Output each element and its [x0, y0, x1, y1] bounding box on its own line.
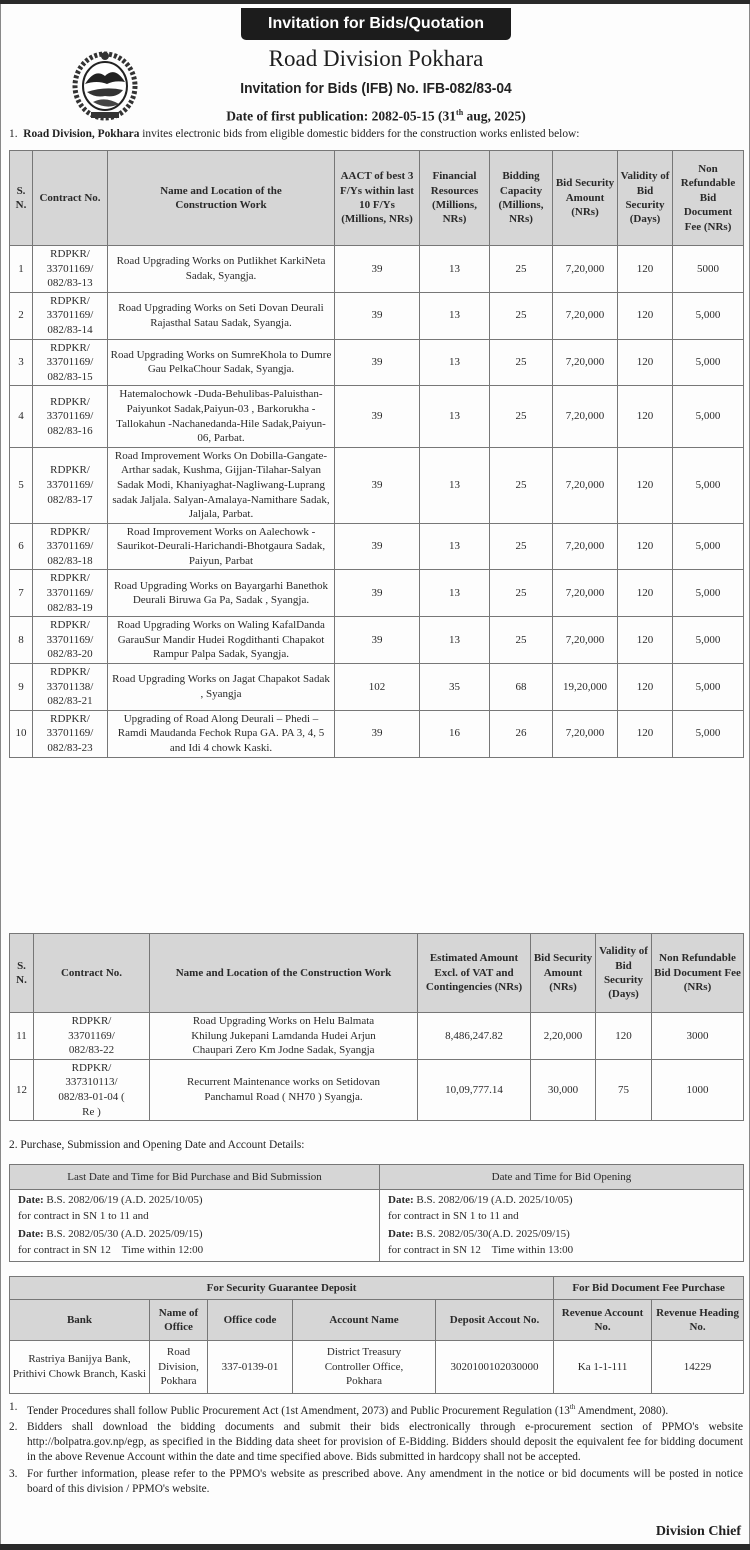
- cell-contract: RDPKR/ 33701138/ 082/83-21: [33, 664, 108, 711]
- cell-financial: 13: [420, 246, 490, 293]
- cell-fee: 5,000: [673, 339, 744, 386]
- cell-bid-security: 7,20,000: [553, 386, 618, 447]
- deposit-account: 3020100102030000: [436, 1341, 554, 1394]
- cell-bid-security: 30,000: [531, 1059, 596, 1120]
- date-label: Date:: [18, 1194, 44, 1206]
- cell-fee: 5,000: [673, 570, 744, 617]
- revenue-heading: 14229: [652, 1341, 744, 1394]
- col-revenue-account: Revenue Account No.: [554, 1300, 652, 1341]
- cell-capacity: 25: [490, 447, 553, 523]
- note-text: For further information, please refer to the PPMO's website as prescribed above. Any amendment in the notice or bid documents will be posted in notice board of this division / PPMO's website.: [27, 1467, 743, 1495]
- cell-financial: 13: [420, 386, 490, 447]
- col-aact: AACT of best 3 F/Ys within last 10 F/Ys (Millions, NRs): [335, 151, 420, 246]
- ifb-number: Invitation for Bids (IFB) No. IFB-082/83-04: [240, 80, 512, 97]
- cell-capacity: 25: [490, 292, 553, 339]
- account-name: District Treasury Controller Office, Pokhara: [293, 1341, 436, 1394]
- cell-bid-security: 19,20,000: [553, 664, 618, 711]
- cell-aact: 39: [335, 292, 420, 339]
- intro-org: Road Division, Pokhara: [23, 128, 140, 140]
- cell-work: Road Upgrading Works on SumreKhola to Dumre Gau PelkaChour Sadak, Syangja.: [108, 339, 335, 386]
- security-deposit-header: For Security Guarantee Deposit: [10, 1277, 554, 1300]
- note-number: 3.: [9, 1467, 18, 1480]
- note-sup: th: [569, 1403, 576, 1411]
- col-office: Name of Office: [150, 1300, 208, 1341]
- cell-sn: 5: [10, 447, 33, 523]
- date-value: B.S. 2082/05/30 (A.D. 2025/09/15): [43, 1228, 203, 1240]
- cell-contract: RDPKR/ 33701169/ 082/83-20: [33, 617, 108, 664]
- cell-fee: 5,000: [673, 617, 744, 664]
- cell-aact: 39: [335, 617, 420, 664]
- cell-fee: 5000: [673, 246, 744, 293]
- cell-work: Road Upgrading Works on Seti Dovan Deurali Rajasthal Satau Sadak, Syangja.: [108, 292, 335, 339]
- cell-financial: 16: [420, 710, 490, 757]
- publication-date-text: Date of first publication: 2082-05-15 (31: [226, 108, 457, 124]
- cell-sn: 6: [10, 523, 33, 570]
- account-table: [9, 1276, 744, 1394]
- publication-date-suffix: aug, 2025): [463, 108, 526, 124]
- cell-financial: 13: [420, 617, 490, 664]
- col-account-name: Account Name: [293, 1300, 436, 1341]
- cell-bid-security: 7,20,000: [553, 710, 618, 757]
- organization-name: Road Division Pokhara: [268, 46, 484, 71]
- col-work: Name and Location of the Construction Work: [108, 151, 335, 246]
- cell-bid-security: 7,20,000: [553, 523, 618, 570]
- date-note: for contract in SN 1 to 11 and: [18, 1209, 149, 1222]
- works-table-row: [10, 447, 744, 523]
- col-deposit-account: Deposit Accout No.: [436, 1300, 554, 1341]
- note-item: [9, 1420, 743, 1466]
- note-item: [9, 1400, 743, 1419]
- cell-capacity: 25: [490, 246, 553, 293]
- cell-bid-security: 7,20,000: [553, 339, 618, 386]
- col-revenue-heading: Revenue Heading No.: [652, 1300, 744, 1341]
- submission-header: Last Date and Time for Bid Purchase and Bid Submission: [10, 1165, 380, 1190]
- col-capacity: Bidding Capacity (Millions, NRs): [490, 151, 553, 246]
- cell-estimate: 10,09,777.14: [418, 1059, 531, 1120]
- col-sn: S. N.: [10, 934, 34, 1013]
- works-table-row: [10, 570, 744, 617]
- cell-bid-security: 7,20,000: [553, 617, 618, 664]
- works-table-2: [9, 933, 744, 1121]
- cell-contract: RDPKR/ 33701169/ 082/83-19: [33, 570, 108, 617]
- col-fee: Non Refundable Bid Document Fee (NRs): [673, 151, 744, 246]
- cell-bid-security: 7,20,000: [553, 447, 618, 523]
- cell-financial: 13: [420, 523, 490, 570]
- col-office-code: Office code: [208, 1300, 293, 1341]
- cell-validity: 120: [618, 339, 673, 386]
- col-contract: Contract No.: [34, 934, 150, 1013]
- date-note: for contract in SN 12 Time within 13:00: [388, 1243, 574, 1256]
- cell-sn: 11: [10, 1013, 34, 1060]
- date-label: Date:: [18, 1228, 44, 1240]
- cell-work: Road Upgrading Works on Putlikhet KarkiNeta Sadak, Syangja.: [108, 246, 335, 293]
- publication-date-sup: th: [456, 108, 464, 117]
- works-table: [9, 150, 744, 758]
- cell-validity: 120: [618, 246, 673, 293]
- cell-validity: 120: [618, 664, 673, 711]
- intro-text: invites electronic bids from eligible domestic bidders for the construction works enlisted below:: [139, 128, 580, 140]
- cell-bid-security: 2,20,000: [531, 1013, 596, 1060]
- cell-work: Hatemalochowk -Duda-Behulibas-Paluisthan-Paiyunkot Sadak,Paiyun-03 , Barkorukha -Tallokahun -Nachanedanda-Hile Sadak,Paiyun-06, Parbat.: [108, 386, 335, 447]
- cell-bid-security: 7,20,000: [553, 246, 618, 293]
- works-table-header: [10, 151, 744, 246]
- opening-dates: [380, 1190, 744, 1262]
- cell-work: Road Upgrading Works on Jagat Chapakot Sadak , Syangja: [108, 664, 335, 711]
- cell-validity: 120: [618, 447, 673, 523]
- works-table-row: [10, 617, 744, 664]
- cell-sn: 10: [10, 710, 33, 757]
- cell-aact: 102: [335, 664, 420, 711]
- cell-sn: 7: [10, 570, 33, 617]
- note-text: [27, 1400, 743, 1419]
- cell-contract: RDPKR/ 33701169/ 082/83-15: [33, 339, 108, 386]
- cell-capacity: 68: [490, 664, 553, 711]
- cell-work: Road Improvement Works on Aalechowk -Saurikot-Deurali-Harichandi-Bhotgaura Sadak, Paiyun, Parbat: [108, 523, 335, 570]
- cell-sn: 8: [10, 617, 33, 664]
- works-table-row: [10, 386, 744, 447]
- col-bid-security: Bid Security Amount (NRs): [553, 151, 618, 246]
- cell-financial: 35: [420, 664, 490, 711]
- col-validity: Validity of Bid Security (Days): [596, 934, 652, 1013]
- signer-title: Division Chief: [655, 1524, 741, 1539]
- cell-sn: 3: [10, 339, 33, 386]
- cell-capacity: 25: [490, 570, 553, 617]
- bank: Rastriya Banijya Bank, Prithivi Chowk Branch, Kaski: [10, 1341, 150, 1394]
- cell-validity: 120: [618, 617, 673, 664]
- cell-validity: 120: [618, 570, 673, 617]
- note-text: Bidders shall download the bidding documents and submit their bids electronically through e-procurement section of PPMO's website http://bolpatra.gov.np/egp, as specified in the Bidding data sheet for provision of E-Bidding. Bidders should deposit the equivalent fee for bidding document in the above Revenue Account within the date and time specified above. Bids submitted in hardcopy shall not be accepted.: [27, 1420, 743, 1464]
- cell-capacity: 25: [490, 339, 553, 386]
- col-validity: Validity of Bid Security (Days): [618, 151, 673, 246]
- cell-fee: 3000: [652, 1013, 744, 1060]
- cell-capacity: 25: [490, 386, 553, 447]
- cell-fee: 5,000: [673, 523, 744, 570]
- cell-fee: 5,000: [673, 664, 744, 711]
- col-work: Name and Location of the Construction Work: [150, 934, 418, 1013]
- note-text-a: Tender Procedures shall follow Public Procurement Act (1st Amendment, 2073) and Public Procurement Regulation (13: [27, 1404, 570, 1417]
- works-table-2-row: [10, 1059, 744, 1120]
- cell-contract: RDPKR/ 33701169/ 082/83-13: [33, 246, 108, 293]
- account-row: [10, 1341, 744, 1394]
- cell-sn: 2: [10, 292, 33, 339]
- cell-contract: RDPKR/ 33701169/ 082/83-17: [33, 447, 108, 523]
- bottom-border: [0, 1544, 750, 1550]
- cell-validity: 120: [596, 1013, 652, 1060]
- cell-bid-security: 7,20,000: [553, 292, 618, 339]
- col-financial: Financial Resources (Millions, NRs): [420, 151, 490, 246]
- works-table-row: [10, 664, 744, 711]
- works-table-row: [10, 710, 744, 757]
- works-table-row: [10, 339, 744, 386]
- cell-work: Road Improvement Works On Dobilla-Gangate-Arthar sadak, Kushma, Gijjan-Tilahar-Salyan Sadak Modi, Khaniyaghat-Nagliwang-Luprang sadak Jaljala. Salyan-Amalaya-Namithare Sadak, Jaljala, Parbat.: [108, 447, 335, 523]
- cell-capacity: 26: [490, 710, 553, 757]
- cell-contract: RDPKR/ 33701169/ 082/83-18: [33, 523, 108, 570]
- cell-validity: 75: [596, 1059, 652, 1120]
- fee-purchase-header: For Bid Document Fee Purchase: [554, 1277, 744, 1300]
- cell-financial: 13: [420, 447, 490, 523]
- cell-aact: 39: [335, 339, 420, 386]
- revenue-account: Ka 1-1-111: [554, 1341, 652, 1394]
- col-estimate: Estimated Amount Excl. of VAT and Contingencies (NRs): [418, 934, 531, 1013]
- date-note: for contract in SN 1 to 11 and: [388, 1209, 519, 1222]
- cell-validity: 120: [618, 710, 673, 757]
- cell-contract: RDPKR/ 33701169/ 082/83-16: [33, 386, 108, 447]
- works-table-2-header: [10, 934, 744, 1013]
- cell-contract: RDPKR/ 33701169/ 082/83-14: [33, 292, 108, 339]
- cell-contract: RDPKR/ 337310113/ 082/83-01-04 ( Re ): [34, 1059, 150, 1120]
- works-table-row: [10, 246, 744, 293]
- cell-sn: 9: [10, 664, 33, 711]
- cell-aact: 39: [335, 246, 420, 293]
- cell-financial: 13: [420, 292, 490, 339]
- col-fee: Non Refundable Bid Document Fee (NRs): [652, 934, 744, 1013]
- intro-number: 1.: [9, 128, 18, 140]
- date-value: B.S. 2082/06/19 (A.D. 2025/10/05): [43, 1194, 203, 1206]
- col-contract: Contract No.: [33, 151, 108, 246]
- cell-aact: 39: [335, 447, 420, 523]
- date-label: Date:: [388, 1228, 414, 1240]
- cell-contract: RDPKR/ 33701169/ 082/83-23: [33, 710, 108, 757]
- date-note: for contract in SN 12 Time within 12:00: [18, 1243, 204, 1256]
- works-table-row: [10, 292, 744, 339]
- cell-sn: 4: [10, 386, 33, 447]
- notice-page: [0, 4, 750, 1544]
- cell-estimate: 8,486,247.82: [418, 1013, 531, 1060]
- note-number: 1.: [9, 1401, 18, 1413]
- date-label: Date:: [388, 1194, 414, 1206]
- cell-fee: 5,000: [673, 447, 744, 523]
- note-item: [9, 1467, 743, 1497]
- cell-validity: 120: [618, 386, 673, 447]
- office-name: Road Division, Pokhara: [150, 1341, 208, 1394]
- col-bank: Bank: [10, 1300, 150, 1341]
- date-value: B.S. 2082/06/19 (A.D. 2025/10/05): [413, 1194, 573, 1206]
- office-code: 337-0139-01: [208, 1341, 293, 1394]
- date-value: B.S. 2082/05/30(A.D. 2025/09/15): [413, 1228, 570, 1240]
- cell-work: Road Upgrading Works on Waling KafalDanda GarauSur Mandir Hudei Rogdithanti Chapakot Rampur Palpa Sadak, Syangja.: [108, 617, 335, 664]
- cell-financial: 13: [420, 570, 490, 617]
- works-table-2-row: [10, 1013, 744, 1060]
- cell-fee: 5,000: [673, 386, 744, 447]
- cell-aact: 39: [335, 710, 420, 757]
- cell-aact: 39: [335, 386, 420, 447]
- cell-fee: 5,000: [673, 292, 744, 339]
- cell-bid-security: 7,20,000: [553, 570, 618, 617]
- col-bid-security: Bid Security Amount (NRs): [531, 934, 596, 1013]
- cell-validity: 120: [618, 523, 673, 570]
- cell-aact: 39: [335, 523, 420, 570]
- cell-work: Road Upgrading Works on Helu Balmata Khilung Jukepani Lamdanda Hudei Arjun Chaupari Zero Km Jodne Sadak, Syangja: [150, 1013, 418, 1060]
- notes-list: [9, 1400, 743, 1498]
- works-table-row: [10, 523, 744, 570]
- publication-date: [1, 108, 750, 125]
- notice-banner: Invitation for Bids/Quotation: [241, 8, 511, 40]
- note-number: 2.: [9, 1420, 18, 1433]
- cell-financial: 13: [420, 339, 490, 386]
- col-sn: S. N.: [10, 151, 33, 246]
- cell-sn: 1: [10, 246, 33, 293]
- intro-paragraph: [9, 128, 579, 140]
- cell-fee: 5,000: [673, 710, 744, 757]
- cell-work: Recurrent Maintenance works on Setidovan Panchamul Road ( NH70 ) Syangja.: [150, 1059, 418, 1120]
- section-2-title: 2. Purchase, Submission and Opening Date and Account Details:: [9, 1139, 305, 1151]
- cell-sn: 12: [10, 1059, 34, 1120]
- opening-header: Date and Time for Bid Opening: [380, 1165, 744, 1190]
- cell-work: Road Upgrading Works on Bayargarhi Banethok Deurali Biruwa Ga Pa, Sadak , Syangja.: [108, 570, 335, 617]
- cell-contract: RDPKR/ 33701169/ 082/83-22: [34, 1013, 150, 1060]
- cell-validity: 120: [618, 292, 673, 339]
- submission-dates: [10, 1190, 380, 1262]
- cell-fee: 1000: [652, 1059, 744, 1120]
- cell-capacity: 25: [490, 523, 553, 570]
- note-text-b: Amendment, 2080).: [575, 1404, 669, 1417]
- cell-aact: 39: [335, 570, 420, 617]
- cell-capacity: 25: [490, 617, 553, 664]
- dates-table: [9, 1164, 744, 1262]
- cell-work: Upgrading of Road Along Deurali – Phedi – Ramdi Maudanda Fechok Rupa GA. PA 3, 4, 5 and Idi 4 chowk Kaski.: [108, 710, 335, 757]
